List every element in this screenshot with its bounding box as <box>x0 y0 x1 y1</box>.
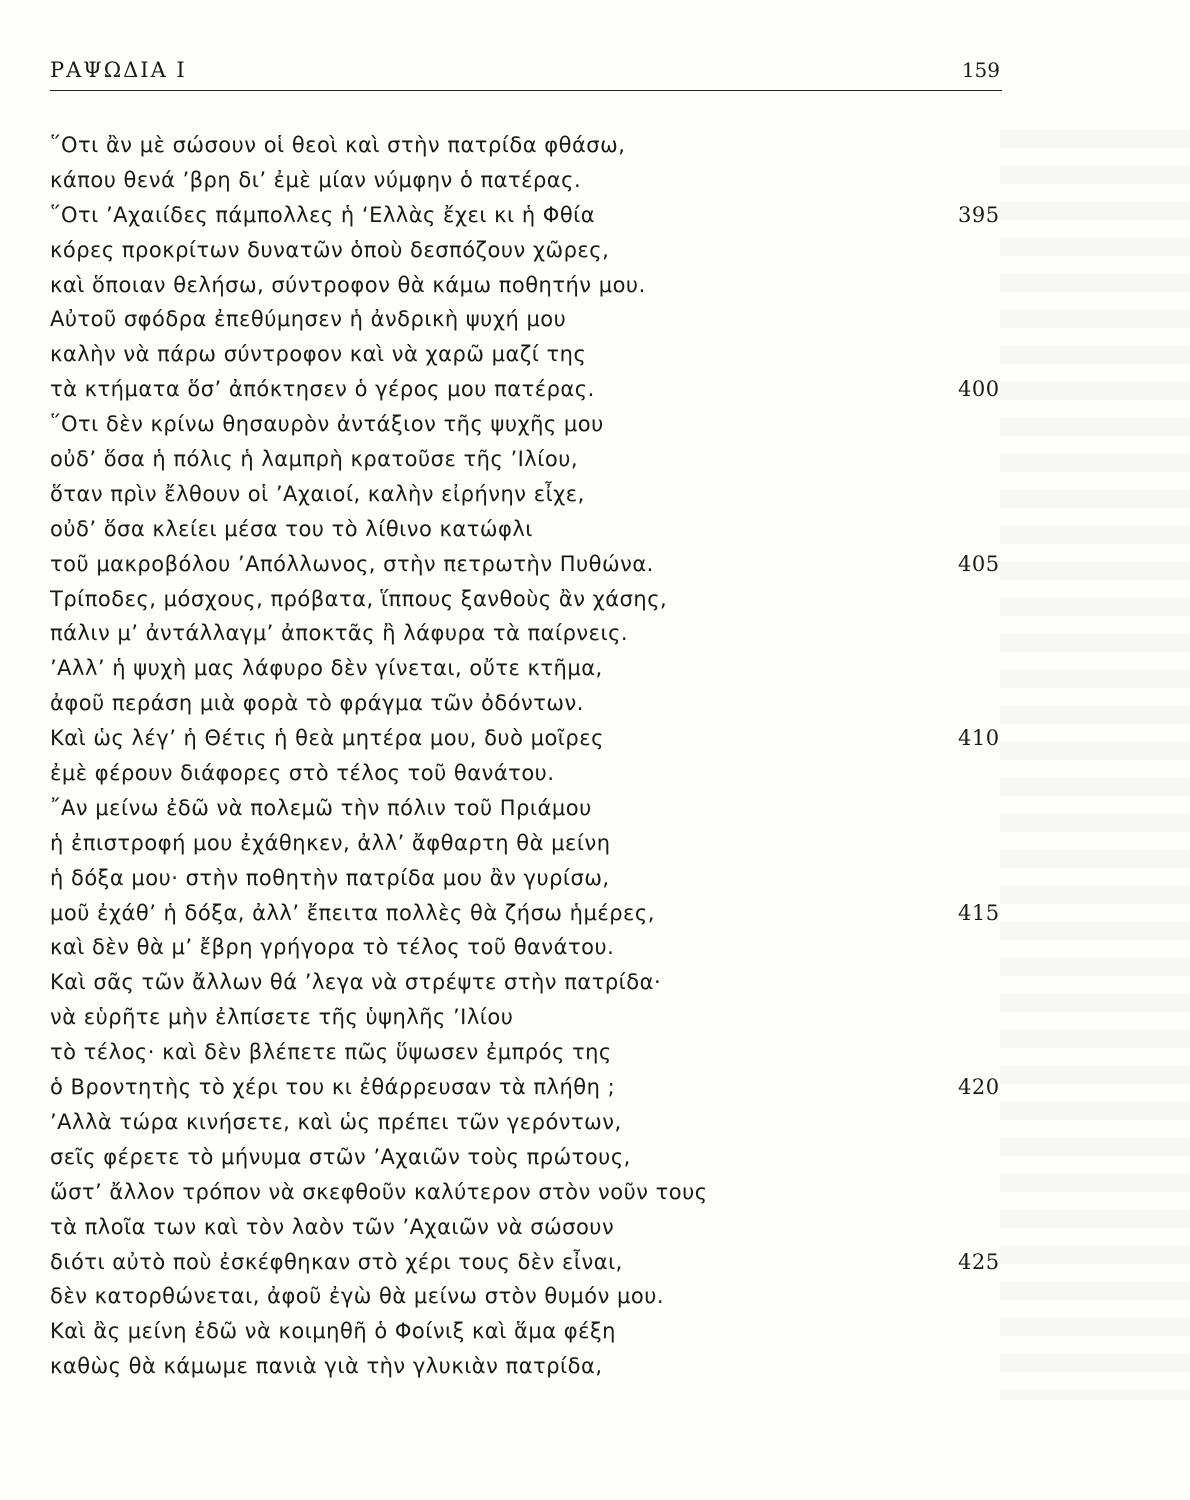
verse-line <box>50 337 1020 372</box>
verse-line <box>50 896 1020 931</box>
verse-line <box>50 1140 1020 1175</box>
verse-line <box>50 372 1020 407</box>
line-number: 425 <box>958 1249 1000 1274</box>
verse-line <box>50 407 1020 442</box>
verse-text: οὐδ’ ὅσα ἡ πόλις ἡ λαμπρὴ κρατοῦσε τῆς ’Ιλίου, <box>50 447 579 472</box>
verse-line <box>50 163 1020 198</box>
verse-line <box>50 1070 1020 1105</box>
verse-line <box>50 1314 1020 1349</box>
verse-line <box>50 302 1020 337</box>
verse-line <box>50 233 1020 268</box>
verse-text: ὁ Βροντητὴς τὸ χέρι του κι ἐθάρρευσαν τὰ πλήθη ; <box>50 1075 616 1100</box>
verse-text: ’Αλλ’ ἡ ψυχὴ μας λάφυρο δὲν γίνεται, οὔτε κτῆμα, <box>50 656 603 681</box>
line-number: 400 <box>958 377 1000 402</box>
line-number: 415 <box>958 900 1000 925</box>
verse-text: κόρες προκρίτων δυνατῶν ὁποὺ δεσπόζουν χῶρες, <box>50 237 610 262</box>
verse-line <box>50 268 1020 303</box>
verse-text: ἡ ἐπιστροφή μου ἐχάθηκεν, ἀλλ’ ἄφθαρτη θὰ μείνη <box>50 830 611 855</box>
verse-line <box>50 1279 1020 1314</box>
verse-text: Καὶ σᾶς τῶν ἄλλων θά ’λεγα νὰ στρέψτε στὴν πατρίδα· <box>50 970 662 995</box>
verse-line <box>50 965 1020 1000</box>
verse-line <box>50 756 1020 791</box>
verse-line <box>50 1349 1020 1384</box>
verse-text: πάλιν μ’ ἀντάλλαγμ’ ἀποκτᾶς ἢ λάφυρα τὰ παίρνεις. <box>50 621 629 646</box>
verse-text: διότι αὐτὸ ποὺ ἐσκέφθηκαν στὸ χέρι τους δὲν εἶναι, <box>50 1249 623 1274</box>
verse-text: τὰ κτήματα ὅσ’ ἀπόκτησεν ὁ γέρος μου πατέρας. <box>50 377 595 402</box>
line-number: 410 <box>958 726 1000 751</box>
verse-text: Καὶ ὡς λέγ’ ἡ Θέτις ἡ θεὰ μητέρα μου, δυὸ μοῖρες <box>50 726 604 751</box>
verse-line <box>50 791 1020 826</box>
verse-text: ἐμὲ φέρουν διάφορες στὸ τέλος τοῦ θανάτου. <box>50 761 555 786</box>
verse-text: μοῦ ἐχάθ’ ἡ δόξα, ἀλλ’ ἔπειτα πολλὲς θὰ ζήσω ἡμέρες, <box>50 900 655 925</box>
verse-line <box>50 547 1020 582</box>
verse-line <box>50 616 1020 651</box>
verse-text: καθὼς θὰ κάμωμε πανιὰ γιὰ τὴν γλυκιὰν πατρίδα, <box>50 1354 603 1379</box>
verse-line <box>50 1105 1020 1140</box>
verse-line <box>50 1000 1020 1035</box>
verse-line <box>50 1175 1020 1210</box>
verse-text: τὸ τέλος· καὶ δὲν βλέπετε πῶς ὕψωσεν ἐμπρός της <box>50 1040 612 1065</box>
verse-text: ῞Οτι ἂν μὲ σώσουν οἱ θεοὶ καὶ στὴν πατρίδα φθάσω, <box>50 133 626 157</box>
verse-text: ἀφοῦ περάση μιὰ φορὰ τὸ φράγμα τῶν ὀδόντων. <box>50 691 584 716</box>
verse-line <box>50 128 1020 163</box>
verse-line <box>50 1245 1020 1280</box>
verse-text: Αὐτοῦ σφόδρα ἐπεθύμησεν ἡ ἀνδρικὴ ψυχή μου <box>50 307 567 332</box>
verse-line <box>50 686 1020 721</box>
verse-text: δὲν κατορθώνεται, ἀφοῦ ἐγὼ θὰ μείνω στὸν θυμόν μου. <box>50 1284 665 1309</box>
verse-line <box>50 651 1020 686</box>
verse-text: ῞Οτι δὲν κρίνω θησαυρὸν ἀντάξιον τῆς ψυχῆς μου <box>50 412 604 437</box>
page-number: 159 <box>961 58 1000 82</box>
verse-line <box>50 442 1020 477</box>
verse-line <box>50 1210 1020 1245</box>
verse-text: Καὶ ἂς μείνη ἐδῶ νὰ κοιμηθῆ ὁ Φοίνιξ καὶ ἅμα φέξη <box>50 1319 616 1344</box>
verse-line <box>50 721 1020 756</box>
verse-text: Τρίποδες, μόσχους, πρόβατα, ἵππους ξανθοὺς ἂν χάσης, <box>50 586 668 611</box>
verse-text: ’Αλλὰ τώρα κινήσετε, καὶ ὡς πρέπει τῶν γερόντων, <box>50 1109 622 1134</box>
verse-text: ὥστ’ ἄλλον τρόπον νὰ σκεφθοῦν καλύτερον στὸν νοῦν τους <box>50 1179 708 1204</box>
verse-text: οὐδ’ ὅσα κλείει μέσα του τὸ λίθινο κατώφλι <box>50 516 533 541</box>
verse-text: καλὴν νὰ πάρω σύντροφον καὶ νὰ χαρῶ μαζί της <box>50 342 587 367</box>
verse-line <box>50 582 1020 617</box>
verse-text: ῎Αν μείνω ἐδῶ νὰ πολεμῶ τὴν πόλιν τοῦ Πριάμου <box>50 795 592 820</box>
verse-line <box>50 477 1020 512</box>
verse-text: ἡ δόξα μου· στὴν ποθητὴν πατρίδα μου ἂν γυρίσω, <box>50 865 610 890</box>
facing-page-bleed-through <box>1000 130 1190 1400</box>
verse-text: ῞Οτι ’Αχαιίδες πάμπολλες ἡ ‘Ελλὰς ἔχει κι ἡ Φθία <box>50 202 596 227</box>
verse-line <box>50 826 1020 861</box>
verse-text: καὶ δὲν θὰ μ’ ἔβρη γρήγορα τὸ τέλος τοῦ θανάτου. <box>50 935 615 960</box>
verse-line <box>50 861 1020 896</box>
verse-block <box>50 128 1020 1384</box>
verse-text: καὶ ὅποιαν θελήσω, σύντροφον θὰ κάμω ποθητήν μου. <box>50 272 646 297</box>
verse-text: τὰ πλοῖα των καὶ τὸν λαὸν τῶν ’Αχαιῶν νὰ σώσουν <box>50 1214 615 1239</box>
verse-line <box>50 1035 1020 1070</box>
verse-text: ὅταν πρὶν ἔλθουν οἱ ’Αχαιοί, καλὴν εἰρήνην εἶχε, <box>50 481 585 506</box>
page-header <box>50 52 1002 91</box>
verse-text: τοῦ μακροβόλου ’Απόλλωνος, στὴν πετρωτὴν Πυθώνα. <box>50 551 654 576</box>
verse-text: νὰ εὑρῆτε μὴν ἐλπίσετε τῆς ὑψηλῆς ’Ιλίου <box>50 1005 514 1030</box>
verse-line <box>50 930 1020 965</box>
line-number: 420 <box>958 1075 1000 1100</box>
verse-text: σεῖς φέρετε τὸ μήνυμα στῶν ’Αχαιῶν τοὺς πρώτους, <box>50 1144 631 1169</box>
line-number: 395 <box>958 202 1000 227</box>
verse-text: κάπου θενά ’βρη δι’ ἐμὲ μίαν νύμφην ὁ πατέρας. <box>50 167 582 192</box>
running-title: ΡΑΨΩΔΙΑ Ι <box>50 58 187 82</box>
line-number: 405 <box>958 551 1000 576</box>
verse-line <box>50 512 1020 547</box>
verse-line <box>50 198 1020 233</box>
